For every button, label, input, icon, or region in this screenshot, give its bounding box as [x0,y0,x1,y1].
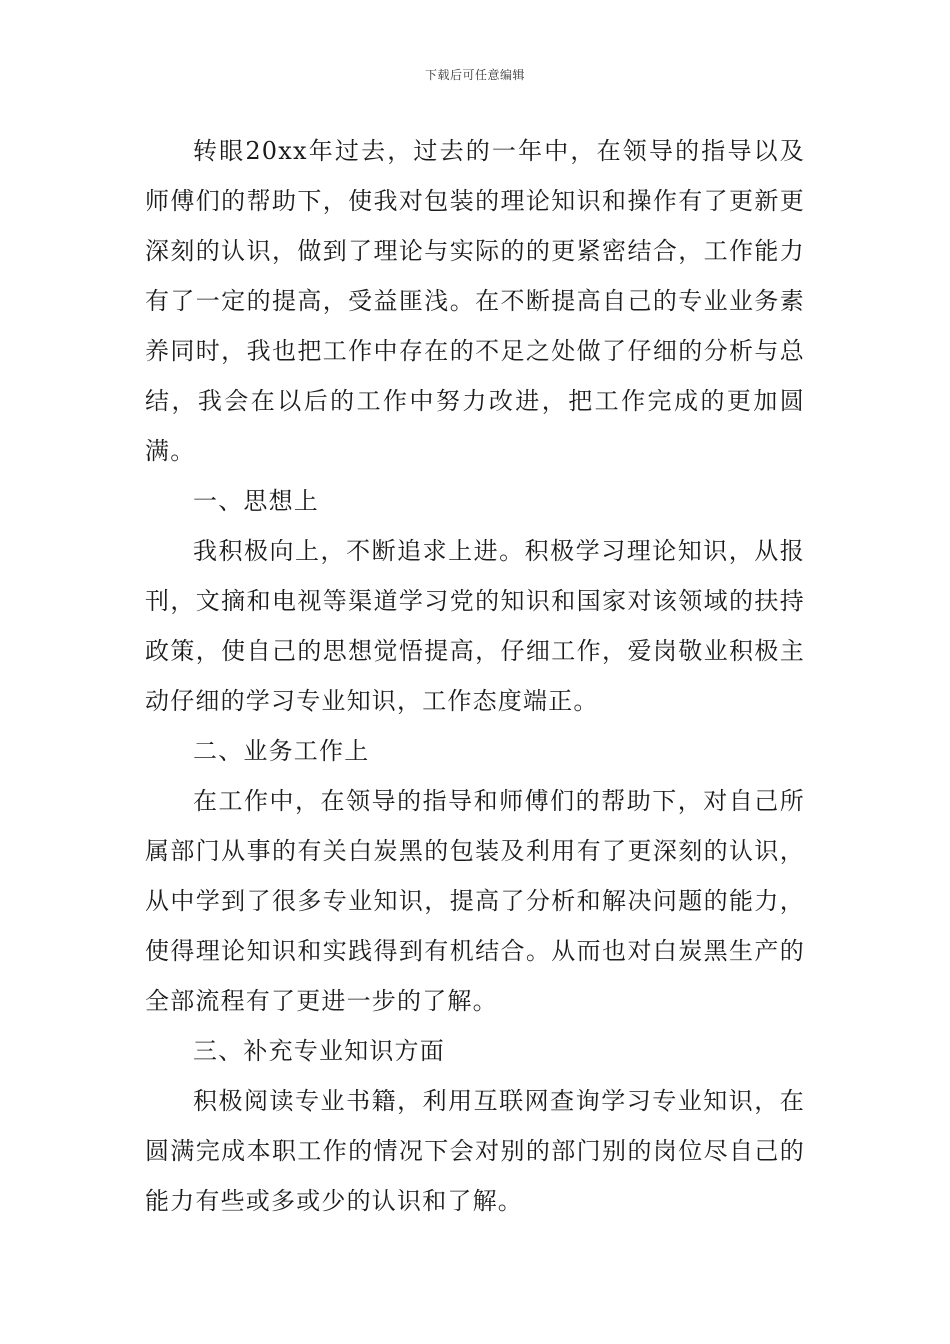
knowledge-paragraph: 积极阅读专业书籍，利用互联网查询学习专业知识，在圆满完成本职工作的情况下会对别的部门别的岗位尽自己的能力有些或多或少的认识和了解。 [145,1087,805,1215]
section-heading-business: 二、业务工作上 [193,737,370,765]
document-body [145,126,805,1226]
section-heading-knowledge: 三、补充专业知识方面 [193,1037,445,1065]
intro-paragraph: 转眼20xx年过去，过去的一年中，在领导的指导以及师傅们的帮助下，使我对包装的理论知识和操作有了更新更深刻的认识，做到了理论与实际的的更紧密结合，工作能力有了一定的提高，受益匪浅。在不断提高自己的专业业务素养同时，我也把工作中存在的不足之处做了仔细的分析与总结，我会在以后的工作中努力改进，把工作完成的更加圆满。 [145,137,805,465]
thought-paragraph: 我积极向上，不断追求上进。积极学习理论知识，从报刊，文摘和电视等渠道学习党的知识和国家对该领域的扶持政策，使自己的思想觉悟提高，仔细工作，爱岗敬业积极主动仔细的学习专业知识，工作态度端正。 [145,537,805,715]
business-paragraph: 在工作中，在领导的指导和师傅们的帮助下，对自己所属部门从事的有关白炭黑的包装及利用有了更深刻的认识，从中学到了很多专业知识，提高了分析和解决问题的能力，使得理论知识和实践得到有机结合。从而也对白炭黑生产的全部流程有了更进一步的了解。 [145,787,805,1015]
page-header-note: 下载后可任意编辑 [424,68,525,82]
section-heading-thought: 一、思想上 [193,487,319,515]
